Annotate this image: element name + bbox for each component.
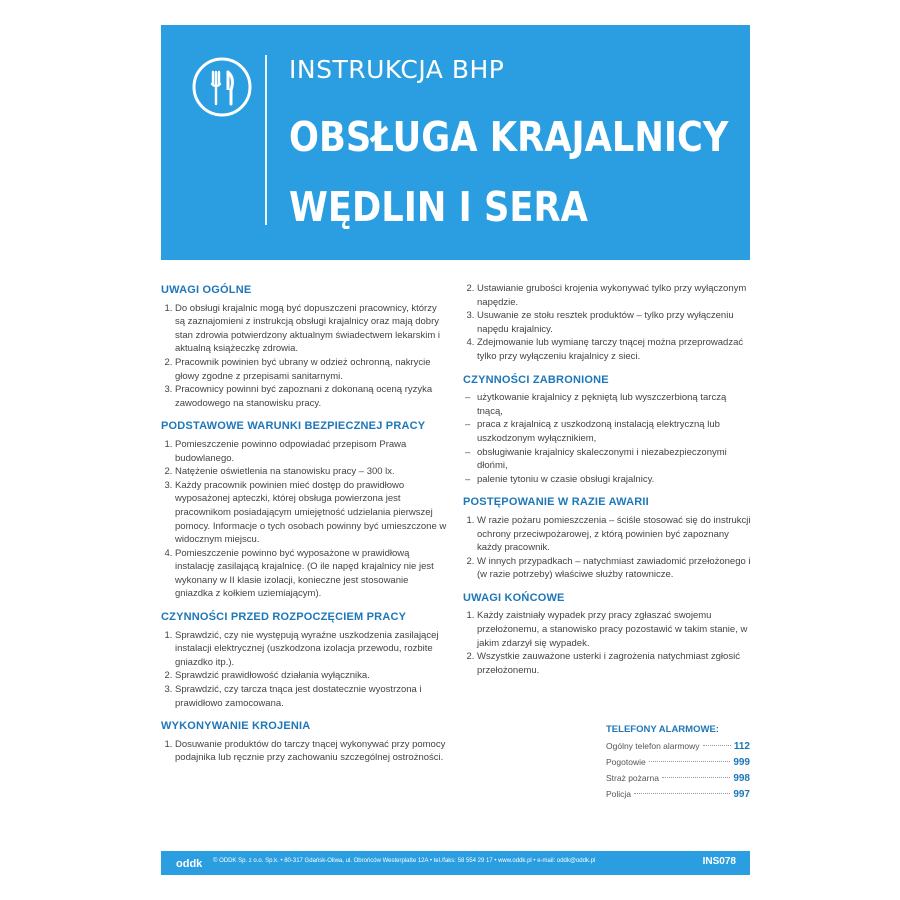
phone-row bbox=[606, 789, 750, 805]
section-title-forbidden: CZYNNOŚCI ZABRONIONE bbox=[463, 373, 609, 386]
phone-label: Policja bbox=[606, 789, 632, 799]
section-title-general: UWAGI OGÓLNE bbox=[161, 284, 252, 296]
phones-title: TELEFONY ALARMOWE: bbox=[606, 724, 719, 735]
list-safe-conditions bbox=[161, 438, 449, 601]
phone-number: 997 bbox=[733, 789, 750, 800]
list-slicing-continued bbox=[463, 282, 752, 364]
list-item: 1. Pomieszczenie powinno odpowiadać przepisom Prawa budowlanego. bbox=[175, 438, 449, 465]
phone-label: Ogólny telefon alarmowy bbox=[606, 741, 700, 751]
list-item: 3. Pracownicy powinni być zapoznani z dokonaną oceną ryzyka zawodowego na stanowisku pracy. bbox=[175, 383, 449, 410]
right-column bbox=[463, 284, 752, 677]
list-item: 3. Sprawdzić, czy tarcza tnąca jest dostatecznie wyostrzona i prawidłowo zamocowana. bbox=[175, 683, 449, 710]
list-item: 3. Usuwanie ze stołu resztek produktów – tylko przy wyłączeniu napędu krajalnicy. bbox=[477, 309, 752, 336]
list-forbidden bbox=[463, 391, 752, 486]
section-title-final-notes: UWAGI KOŃCOWE bbox=[463, 591, 565, 604]
list-item: 2. Ustawianie grubości krojenia wykonywać tylko przy wyłączonym napędzie. bbox=[477, 282, 752, 309]
phone-number: 999 bbox=[733, 757, 750, 768]
footer-bar bbox=[161, 851, 750, 875]
section-title-before-work: CZYNNOŚCI PRZED ROZPOCZĘCIEM PRACY bbox=[161, 611, 407, 624]
list-item: 2. Sprawdzić prawidłowość działania wyłącznika. bbox=[175, 669, 449, 683]
dotted-leader bbox=[649, 761, 731, 762]
header-divider bbox=[265, 55, 267, 225]
list-item: 2. W innych przypadkach – natychmiast zawiadomić przełożonego i (w razie potrzeby) właściwe służby ratownicze. bbox=[477, 555, 752, 582]
list-slicing bbox=[161, 738, 449, 765]
header-banner bbox=[161, 25, 750, 260]
oddk-logo bbox=[175, 855, 205, 871]
dotted-leader bbox=[703, 745, 731, 746]
section-title-safe-conditions: PODSTAWOWE WARUNKI BEZPIECZNEJ PRACY bbox=[161, 420, 426, 433]
document-code: INS078 bbox=[702, 856, 736, 867]
list-item: 1. W razie pożaru pomieszczenia – ściśle stosować się do instrukcji ochrony przeciwpożarowej, z którą powinien być zapoznany każdy pracownik. bbox=[477, 514, 752, 555]
document-subtitle: INSTRUKCJA BHP bbox=[289, 55, 505, 84]
phone-row bbox=[606, 757, 750, 773]
dotted-leader bbox=[662, 777, 730, 778]
list-item: 2. Pracownik powinien być ubrany w odzież ochronną, nakrycie głowy zgodne z przepisami sanitarnymi. bbox=[175, 356, 449, 383]
phone-label: Straż pożarna bbox=[606, 773, 659, 783]
footer-address: © ODDK Sp. z o.o. Sp.k. • 80-317 Gdańsk-Oliwa, ul. Obrońców Westerplatte 12A • tel./faks: 58 554 29 17 • www.oddk.pl • e-mail: oddk@oddk.pl bbox=[213, 858, 596, 864]
list-item: 4. Pomieszczenie powinno być wyposażone w prawidłową instalację zasilającą krajalnicę. (O ile napęd krajalnicy nie jest wykonany w II klasie izolacji, konieczne jest stosowanie gniazdka z kołkiem uziemiającym). bbox=[175, 547, 449, 601]
phone-label: Pogotowie bbox=[606, 757, 646, 767]
list-item: 1. Sprawdzić, czy nie występują wyraźne uszkodzenia zasilającej instalacji elektrycznej (uszkodzona izolacja przewodu, rozbite gniazdko itp.). bbox=[175, 629, 449, 670]
fork-knife-icon bbox=[191, 56, 253, 118]
list-item: – praca z krajalnicą z uszkodzoną instalacją elektryczną lub uszkodzonym wyłącznikiem, bbox=[477, 418, 752, 445]
list-item: – palenie tytoniu w czasie obsługi krajalnicy. bbox=[477, 473, 752, 487]
list-item: 2. Natężenie oświetlenia na stanowisku pracy – 300 lx. bbox=[175, 465, 449, 479]
document-title-line-2: WĘDLIN I SERA bbox=[289, 183, 588, 231]
list-item: 1. Do obsługi krajalnic mogą być dopuszczeni pracownicy, którzy są zaznajomieni z instrukcją obsługi krajalnicy oraz mają dobry stan zdrowia potwierdzony aktualnym świadectwem lekarskim i aktualną książeczkę zdrowia. bbox=[175, 302, 449, 356]
section-title-slicing: WYKONYWANIE KROJENIA bbox=[161, 720, 311, 733]
document-title-line-1: OBSŁUGA KRAJALNICY bbox=[289, 113, 729, 161]
list-general bbox=[161, 302, 449, 411]
phone-row bbox=[606, 741, 750, 757]
emergency-phones bbox=[606, 724, 750, 805]
svg-text:oddk: oddk bbox=[176, 858, 203, 870]
list-item: 2. Wszystkie zauważone usterki i zagrożenia natychmiast zgłosić przełożonemu. bbox=[477, 650, 752, 677]
list-failure bbox=[463, 514, 752, 582]
list-item: 3. Każdy pracownik powinien mieć dostęp do prawidłowo wyposażonej apteczki, której obsługa powierzona jest pracownikom posiadającym umiejętność udzielania pierwszej pomocy. Informacje o tych osobach powinny być umieszczone w widocznym miejscu. bbox=[175, 479, 449, 547]
dotted-leader bbox=[634, 793, 730, 794]
list-item: – użytkowanie krajalnicy z pękniętą lub wyszczerbioną tarczą tnącą, bbox=[477, 391, 752, 418]
list-item: 4. Zdejmowanie lub wymianę tarczy tnącej można przeprowadzać tylko przy wyłączeniu krajalnicy z sieci. bbox=[477, 336, 752, 363]
list-item: – obsługiwanie krajalnicy skaleczonymi i niezabezpieczonymi dłońmi, bbox=[477, 446, 752, 473]
list-before-work bbox=[161, 629, 449, 711]
list-item: 1. Dosuwanie produktów do tarczy tnącej wykonywać przy pomocy podajnika lub ręcznie przy zachowaniu szczególnej ostrożności. bbox=[175, 738, 449, 765]
section-title-failure: POSTĘPOWANIE W RAZIE AWARII bbox=[463, 496, 649, 509]
left-column bbox=[161, 284, 449, 765]
phone-number: 998 bbox=[733, 773, 750, 784]
phone-number: 112 bbox=[733, 741, 750, 752]
list-item: 1. Każdy zaistniały wypadek przy pracy zgłaszać swojemu przełożonemu, a stanowisko pracy pozostawić w takim stanie, w jakim zdarzył się wypadek. bbox=[477, 609, 752, 650]
phone-row bbox=[606, 773, 750, 789]
list-final-notes bbox=[463, 609, 752, 677]
